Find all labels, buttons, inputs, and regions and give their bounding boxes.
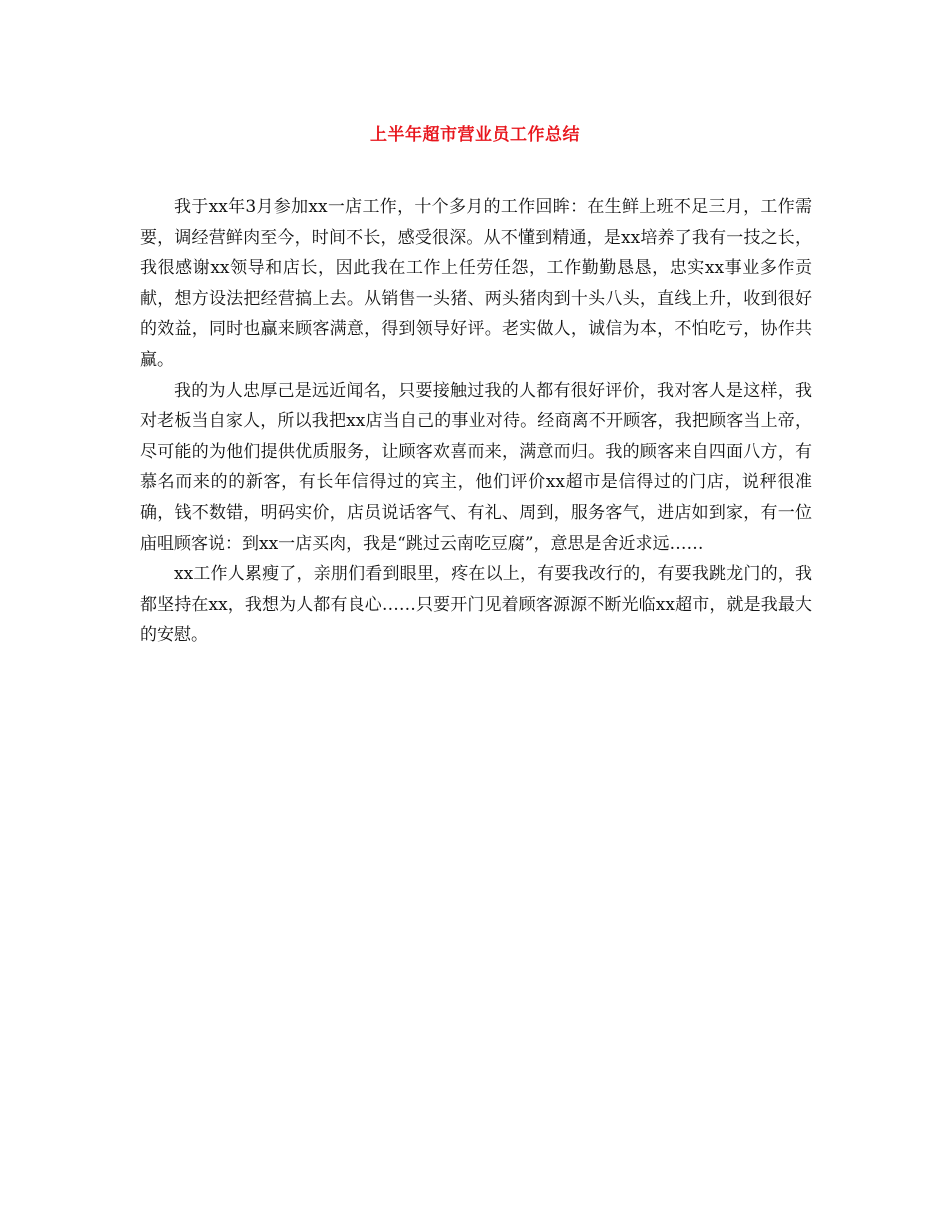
paragraph-1: 我于xx年3月参加xx一店工作，十个多月的工作回眸：在生鲜上班不足三月，工作需要，调经营鲜肉至今，时间不长，感受很深。从不懂到精通，是xx培养了我有一技之长，我很感谢xx领导和店长，因此我在工作上任劳任怨，工作勤勤恳恳，忠实xx事业多作贡献，想方设法把经营搞上去。从销售一头猪、两头猪肉到十头八头，直线上升，收到很好的效益，同时也赢来顾客满意，得到领导好评。老实做人，诚信为本，不怕吃亏，协作共赢。 xyxy=(140,197,812,370)
document-body xyxy=(140,192,812,651)
document-title: 上半年超市营业员工作总结 xyxy=(370,125,580,145)
paragraph-2: 我的为人忠厚己是远近闻名，只要接触过我的人都有很好评价，我对客人是这样，我对老板当自家人，所以我把xx店当自己的事业对待。经商离不开顾客，我把顾客当上帝，尽可能的为他们提供优质服务，让顾客欢喜而来，满意而归。我的顾客来自四面八方，有慕名而来的的新客，有长年信得过的宾主，他们评价xx超市是信得过的门店，说秤很准确，钱不数错，明码实价，店员说话客气、有礼、周到，服务客气，进店如到家，有一位庙咀顾客说：到xx一店买肉，我是“跳过云南吃豆腐”，意思是舍近求远…… xyxy=(140,380,812,554)
paragraph-3: xx工作人累瘦了，亲朋们看到眼里，疼在以上，有要我改行的，有要我跳龙门的，我都坚持在xx，我想为人都有良心……只要开门见着顾客源源不断光临xx超市，就是我最大的安慰。 xyxy=(140,564,812,646)
